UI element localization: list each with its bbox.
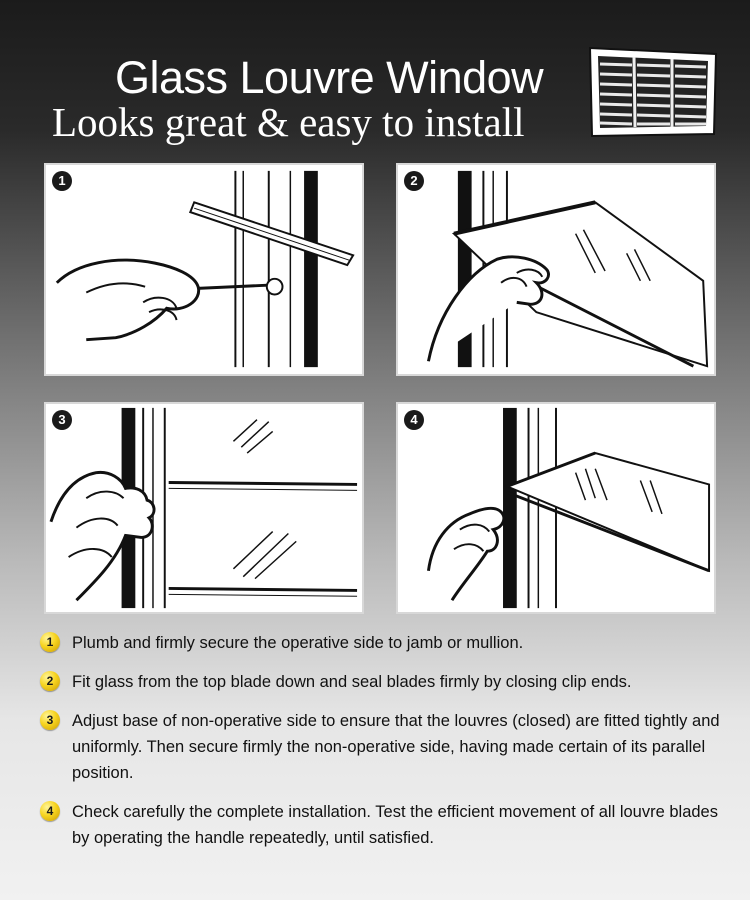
- step-number-icon: 4: [40, 801, 60, 821]
- secure-operative-side-illustration: [46, 165, 362, 374]
- instruction-step-3: [40, 708, 730, 786]
- step-number-icon: 3: [40, 710, 60, 730]
- illustration-panel-2: [396, 163, 716, 376]
- instruction-step-1: [40, 630, 730, 656]
- page-subtitle: Looks great & easy to install: [52, 99, 525, 145]
- panel-number-badge: 4: [404, 410, 424, 430]
- step-number-icon: 2: [40, 671, 60, 691]
- step-text: Check carefully the complete installation. Test the efficient movement of all louvre blades by operating the handle repeatedly, until satisfied.: [72, 803, 718, 847]
- step-text: Fit glass from the top blade down and seal blades firmly by closing clip ends.: [72, 673, 632, 691]
- instruction-step-2: [40, 669, 730, 695]
- illustration-panel-3: [44, 402, 364, 614]
- illustration-panel-1: [44, 163, 364, 376]
- step-text: Adjust base of non-operative side to ensure that the louvres (closed) are fitted tightly and uniformly. Then secure firmly the non-operative side, having made certain of its parallel position.: [72, 712, 720, 782]
- louvre-window-icon: [586, 44, 720, 140]
- adjust-non-operative-side-illustration: [46, 404, 362, 612]
- panel-number-badge: 3: [52, 410, 72, 430]
- instruction-step-4: [40, 799, 730, 851]
- panel-number-badge: 1: [52, 171, 72, 191]
- page-title: Glass Louvre Window: [115, 52, 544, 103]
- fit-glass-illustration: [398, 165, 714, 374]
- panel-number-badge: 2: [404, 171, 424, 191]
- check-installation-illustration: [398, 404, 714, 612]
- illustration-panel-4: [396, 402, 716, 614]
- step-text: Plumb and firmly secure the operative side to jamb or mullion.: [72, 634, 524, 652]
- step-number-icon: 1: [40, 632, 60, 652]
- instruction-list: [40, 630, 730, 864]
